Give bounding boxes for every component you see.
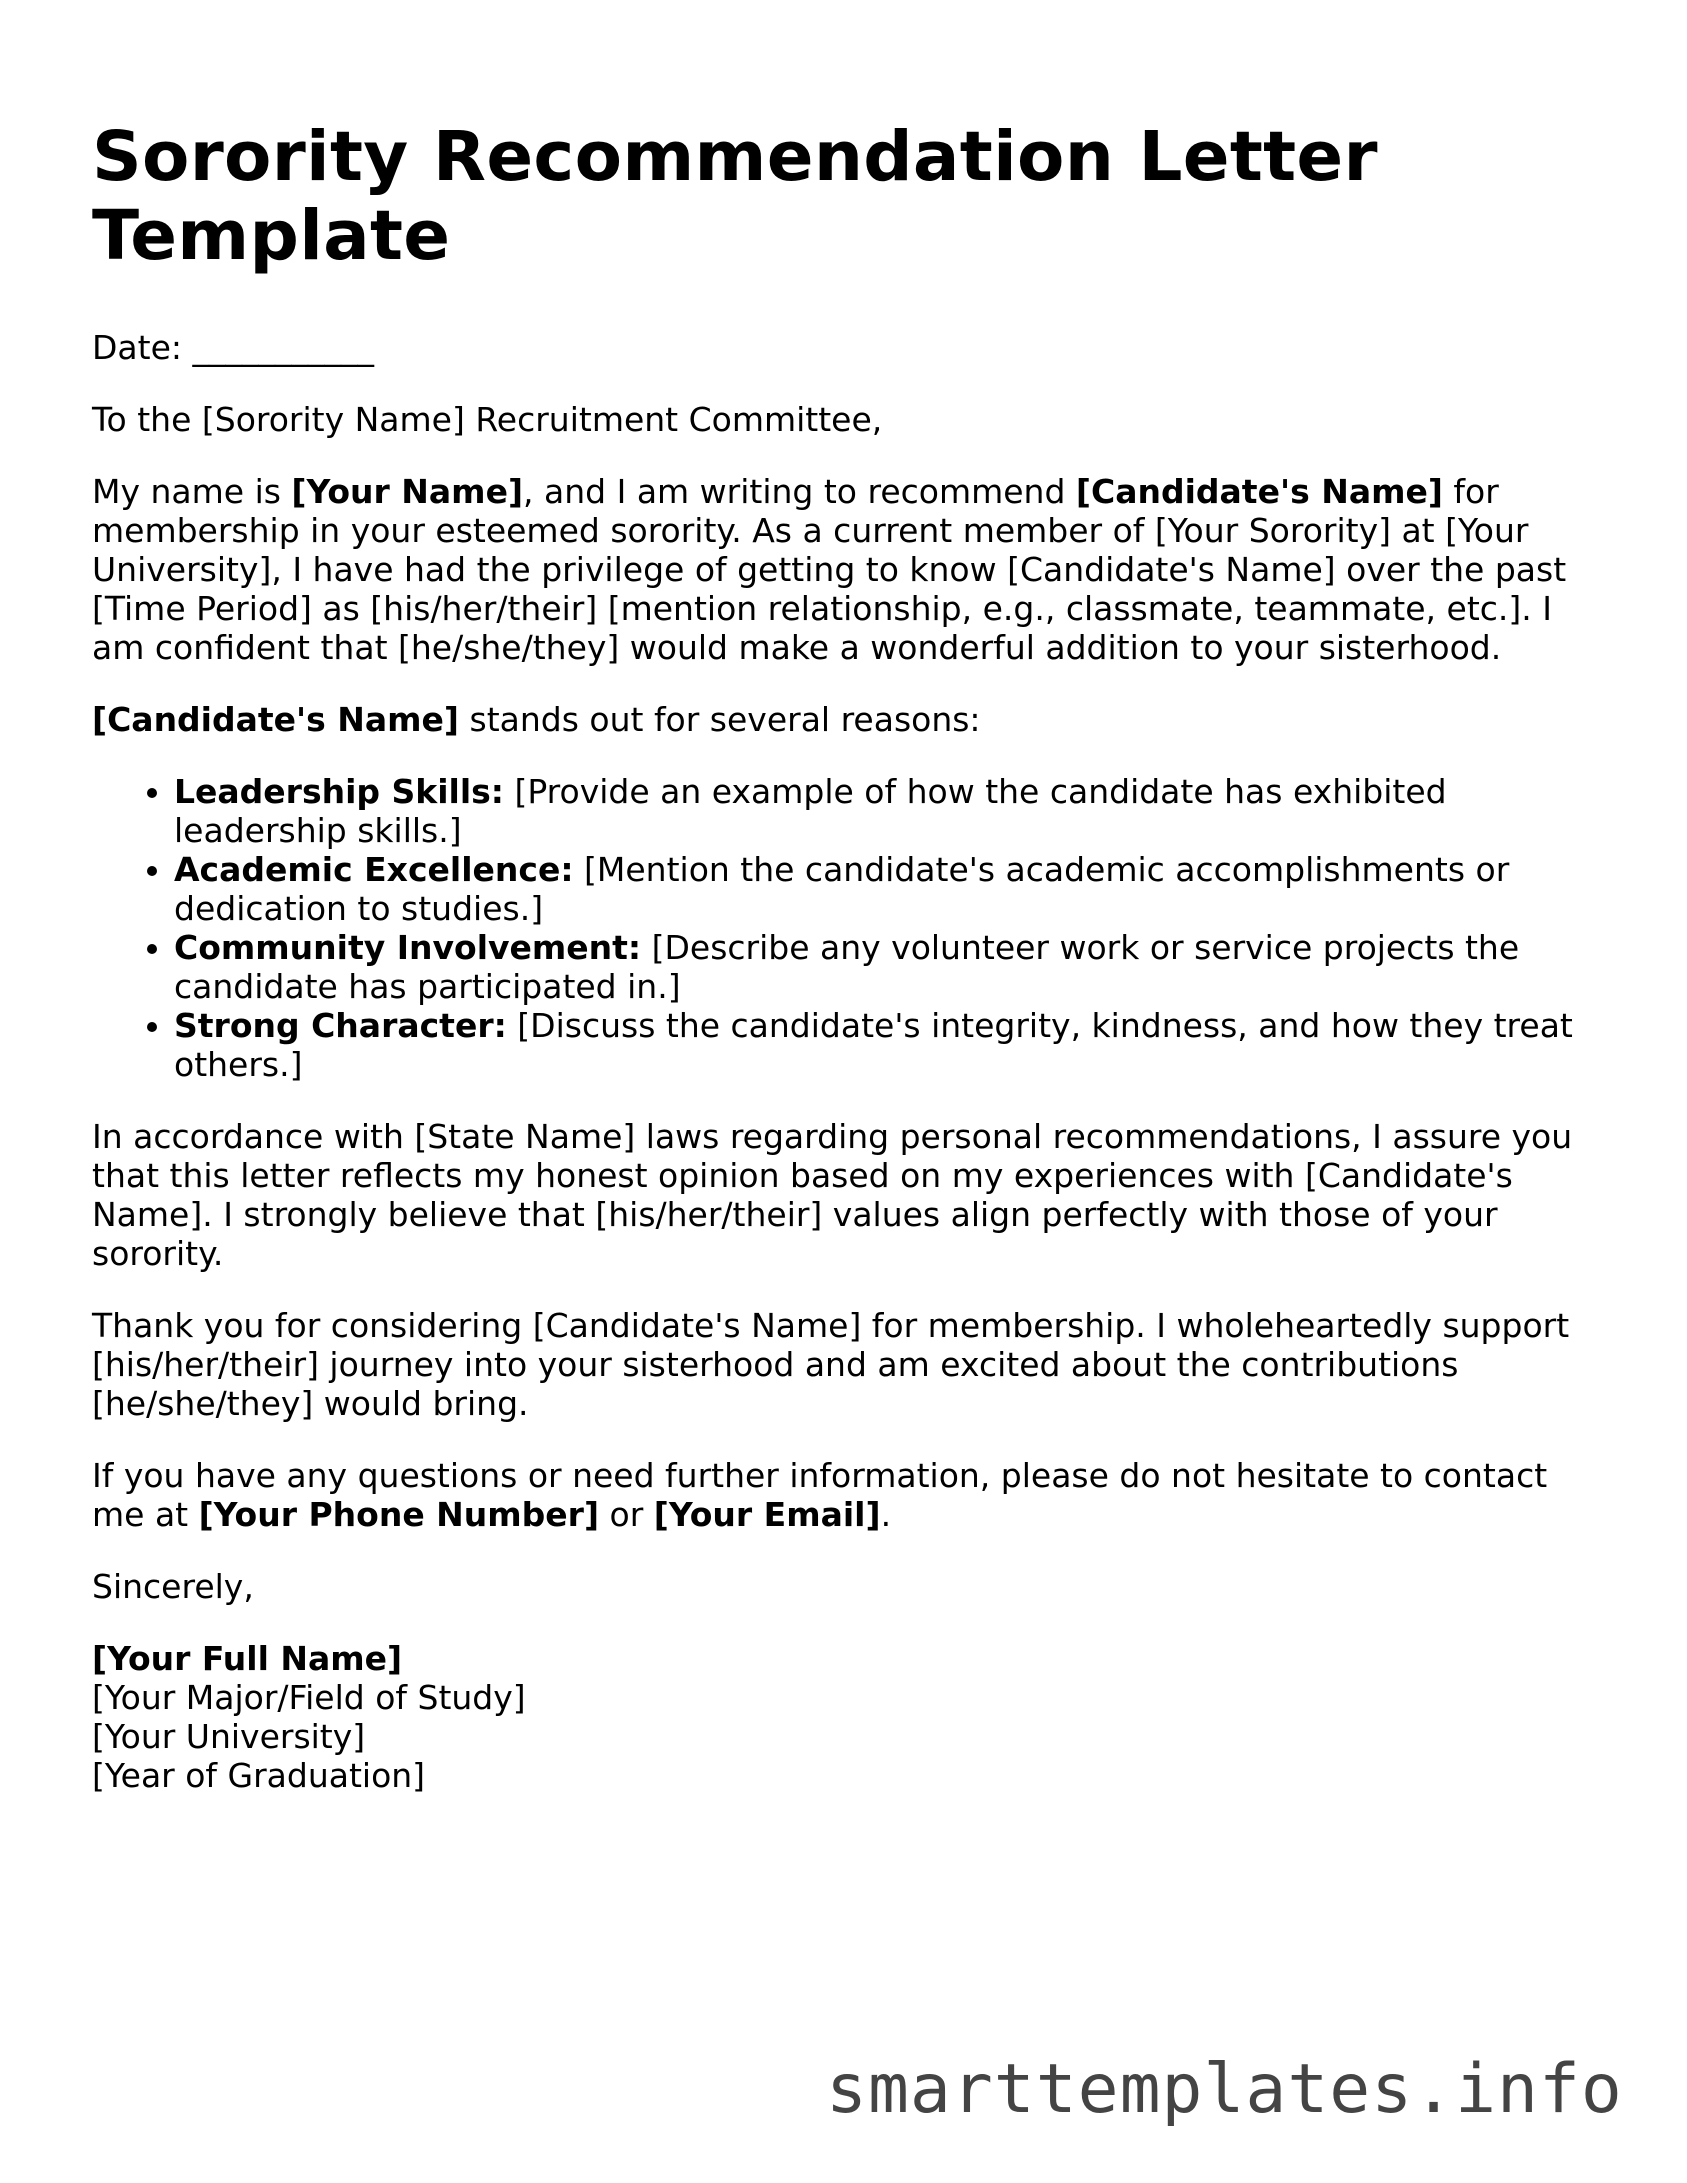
- list-item-text: [Mention the candidate's academic accomplishments or dedication to studies.]: [174, 850, 1510, 928]
- letter-page: [92, 118, 1592, 1795]
- list-item-label: Leadership Skills:: [174, 772, 504, 811]
- list-item-text: [Discuss the candidate's integrity, kindness, and how they treat others.]: [174, 1006, 1573, 1084]
- salutation: To the [Sorority Name] Recruitment Committee,: [92, 400, 883, 439]
- candidate-name-placeholder: [Candidate's Name]: [1075, 472, 1443, 511]
- list-item: [174, 1006, 1592, 1084]
- intro-text-3: for membership in your esteemed sorority. As a current member of [Your Sorority] at [Your University], I have had the privilege of getting to know [Candidate's Name] over the past [Time Period] as [his/her/their] [mention relationship, e.g., classmate, teammate, etc.]. I am confident that [he/she/they] would make a wonderful addition to your sisterhood.: [92, 472, 1567, 667]
- intro-paragraph: [92, 472, 1592, 667]
- intro-text-1: My name is: [92, 472, 292, 511]
- list-item-label: Academic Excellence:: [174, 850, 574, 889]
- list-item-label: Community Involvement:: [174, 928, 642, 967]
- list-item-label: Strong Character:: [174, 1006, 507, 1045]
- list-item-text: [Describe any volunteer work or service projects the candidate has participated in.]: [174, 928, 1520, 1006]
- signature-full-name: [Your Full Name]: [92, 1639, 403, 1678]
- email-placeholder: [Your Email]: [653, 1495, 881, 1534]
- contact-paragraph: [92, 1456, 1592, 1534]
- signature-university: [Your University]: [92, 1717, 366, 1756]
- thanks-paragraph: Thank you for considering [Candidate's Name] for membership. I wholeheartedly support [his/her/their] journey into your sisterhood and am excited about the contributions [he/she/they] would bring.: [92, 1306, 1570, 1423]
- reasons-candidate-name: [Candidate's Name]: [92, 700, 460, 739]
- signature-major: [Your Major/Field of Study]: [92, 1678, 526, 1717]
- intro-text-2: , and I am writing to recommend: [523, 472, 1076, 511]
- list-item: [174, 772, 1592, 850]
- list-item: [174, 928, 1592, 1006]
- closing: Sincerely,: [92, 1567, 254, 1606]
- contact-text-3: .: [880, 1495, 892, 1534]
- contact-text-2: or: [599, 1495, 654, 1534]
- date-line: Date: ___________: [92, 328, 374, 367]
- contact-text-1: If you have any questions or need further information, please do not hesitate to contact me at: [92, 1456, 1548, 1534]
- reasons-intro: [92, 700, 1592, 739]
- signature-graduation: [Year of Graduation]: [92, 1756, 426, 1795]
- list-item: [174, 850, 1592, 928]
- signature-block: [92, 1639, 1592, 1795]
- accordance-paragraph: In accordance with [State Name] laws regarding personal recommendations, I assure you that this letter reflects my honest opinion based on my experiences with [Candidate's Name]. I strongly believe that [his/her/their] values align perfectly with those of your sorority.: [92, 1117, 1573, 1273]
- watermark: smarttemplates.info: [826, 2050, 1623, 2129]
- your-name-placeholder: [Your Name]: [291, 472, 524, 511]
- list-item-text: [Provide an example of how the candidate has exhibited leadership skills.]: [174, 772, 1447, 850]
- phone-placeholder: [Your Phone Number]: [198, 1495, 600, 1534]
- page-title: Sorority Recommendation Letter Template: [92, 117, 1378, 276]
- reasons-intro-text: stands out for several reasons:: [459, 700, 981, 739]
- reasons-list: [92, 772, 1592, 1084]
